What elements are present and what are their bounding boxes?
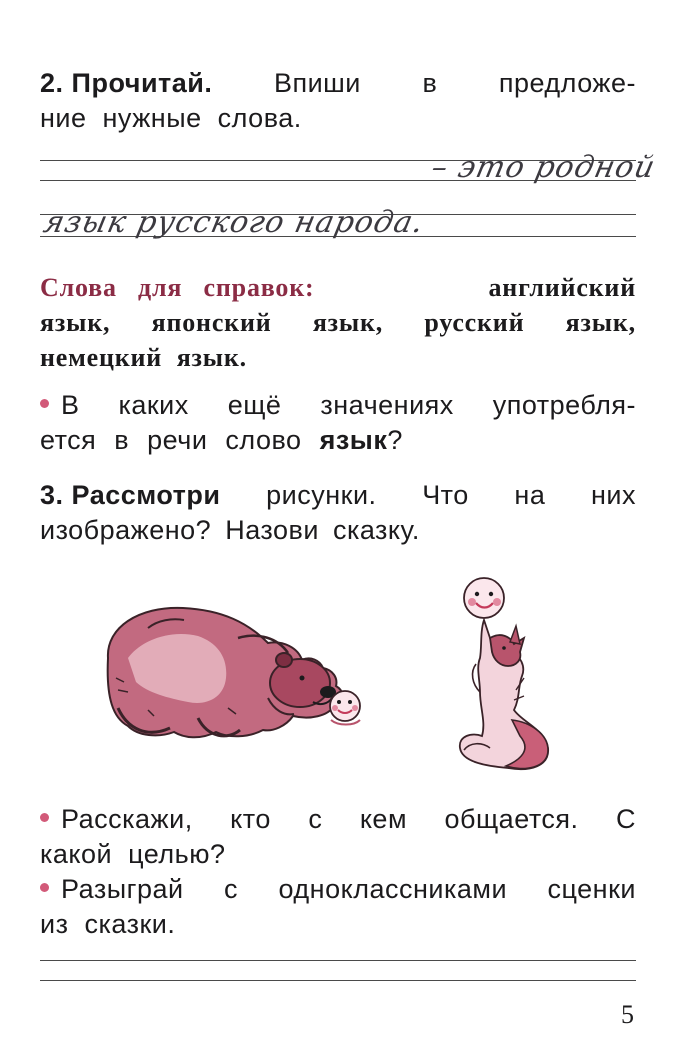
task3-word: рисунки. — [266, 480, 377, 510]
handwritten-answer-line2: язык русского народа. — [40, 205, 428, 240]
reference-word: японский — [151, 308, 272, 337]
bullet2-word: с — [224, 874, 239, 904]
task2-line2: ние нужные слова. — [40, 103, 302, 133]
reference-line3: немецкий язык. — [40, 343, 247, 372]
bullet1-word: с — [308, 804, 323, 834]
question-bullet — [40, 388, 636, 458]
reference-word: английский — [488, 273, 636, 302]
task2-word: в — [422, 68, 438, 98]
question-word: употребля- — [492, 390, 636, 420]
bullet2-word: одноклассниками — [278, 874, 508, 904]
bullet1-word: общается. — [444, 804, 579, 834]
bullet-icon — [40, 399, 49, 408]
bullet-icon — [40, 883, 49, 892]
reference-word: язык, — [40, 308, 111, 337]
bullet2-line2: из сказки. — [40, 909, 176, 939]
writing-rule — [40, 960, 636, 961]
question-line2: ется в речи слово — [40, 425, 302, 455]
bullet1-line2: какой целью? — [40, 839, 226, 869]
task2-word: предложе- — [498, 68, 636, 98]
task2-text — [40, 66, 636, 136]
question-mark: ? — [387, 425, 403, 455]
reference-word: язык, — [565, 308, 636, 337]
kolobok-on-fox-nose — [464, 578, 504, 618]
reference-words — [40, 270, 636, 375]
task3-word: на — [514, 480, 546, 510]
task3-word: Что — [422, 480, 469, 510]
bullet1-word: кем — [359, 804, 408, 834]
bullet2-word: Разыграй — [61, 874, 184, 904]
task3-text — [40, 478, 636, 548]
handwritten-answer-line1: – это родной — [428, 150, 659, 185]
bullet1-word: кто — [230, 804, 271, 834]
task3-word: Назови — [225, 515, 319, 545]
task3-word: сказку. — [332, 515, 420, 545]
fox-figure — [460, 620, 548, 769]
task2-number: 2. — [40, 68, 64, 98]
bullet2-word: сценки — [547, 874, 636, 904]
bullet1-word: С — [615, 804, 636, 834]
fox-kolobok-illustration — [450, 572, 560, 782]
task3-word: изображено? — [40, 515, 212, 545]
question-word: В — [61, 390, 80, 420]
reference-word: русский — [424, 308, 525, 337]
task3-number: 3. — [40, 480, 64, 510]
question-word: ещё — [227, 390, 282, 420]
kolobok-figure — [330, 691, 360, 725]
reference-label: Слова для справок: — [40, 273, 315, 302]
bullet-icon — [40, 813, 49, 822]
question-word: значениях — [320, 390, 454, 420]
discussion-bullets — [40, 802, 636, 942]
page-number: 5 — [621, 1000, 634, 1029]
task2-word: Впиши — [273, 68, 361, 98]
keyword-yazyk: язык — [319, 425, 388, 455]
bear-figure — [108, 608, 343, 737]
writing-rule — [40, 980, 636, 981]
task2-heading: Прочитай. — [71, 68, 213, 98]
bullet1-word: Расскажи, — [61, 804, 193, 834]
task3-word: них — [590, 480, 636, 510]
question-word: каких — [118, 390, 189, 420]
bear-kolobok-illustration — [88, 598, 378, 758]
task3-heading: Рассмотри — [71, 480, 221, 510]
reference-word: язык, — [312, 308, 384, 337]
